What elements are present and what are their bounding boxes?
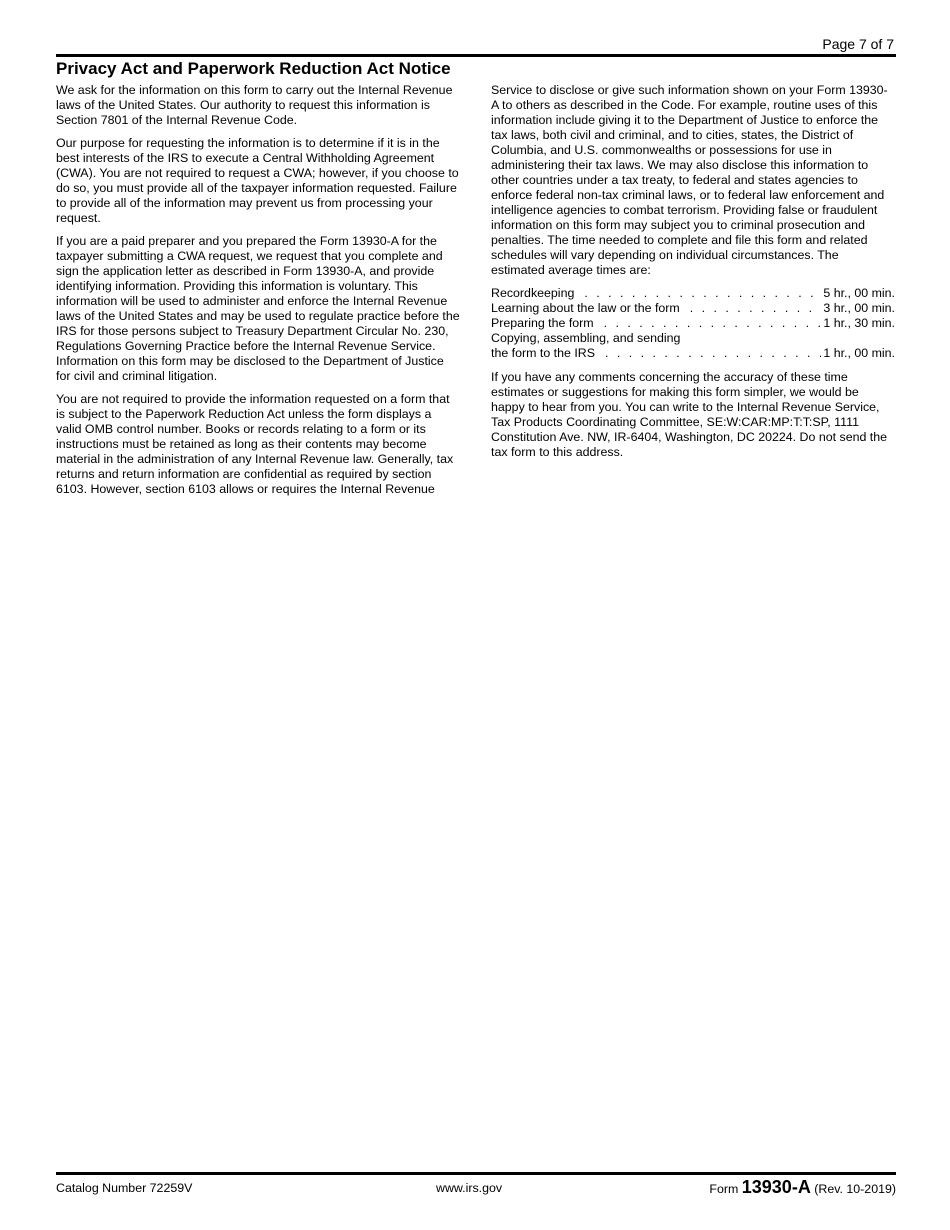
paragraph-paperwork-reduction: You are not required to provide the information requested on a form that is subject to the Paperwork Reduction Act unless the form displays a valid OMB control number. Books or records relating to a form or its instructions must be retained as long as their contents may become material in the administration of any Internal Revenue law. Generally, tax returns and return information are confidential as required by section 6103. However, section 6103 allows or requires the Internal Revenue xyxy=(56,392,454,496)
paragraph-paid-preparer: If you are a paid preparer and you prepared the Form 13930-A for the taxpayer submitting a CWA request, we request that you complete and sign the application letter as described in Form 13930-A, and provide identifying information. Providing this information is voluntary. This information will be used to administer and enforce the Internal Revenue laws of the United States and may be used to regulate practice before the IRS for those persons subject to Treasury Department Circular No. 230, Regulations Governing Practice before the Internal Revenue Service. Information on this form may be disclosed to the Department of Justice for civil and criminal litigation. xyxy=(56,234,460,383)
time-label-line-1: Copying, assembling, and sending xyxy=(491,331,681,345)
time-row-copying-line-2 xyxy=(491,346,895,361)
dot-leader xyxy=(595,346,821,361)
section-title: Privacy Act and Paperwork Reduction Act Notice xyxy=(56,59,451,78)
time-row-learning xyxy=(491,301,895,316)
time-row-preparing xyxy=(491,316,895,331)
form-number: 13930-A xyxy=(741,1177,811,1197)
footer-divider xyxy=(56,1172,896,1175)
estimated-times-list xyxy=(491,286,895,361)
catalog-number: Catalog Number 72259V xyxy=(56,1181,193,1195)
paragraph-purpose: Our purpose for requesting the information is to determine if it is in the best interests of the IRS to execute a Central Withholding Agreement (CWA). You are not required to request a CWA; however, if you choose to do so, you must provide all of the taxpayer information requested. Failure to provide all of the information may prevent us from processing your request. xyxy=(56,136,459,225)
form-word: Form xyxy=(709,1182,739,1196)
time-row-copying xyxy=(491,331,895,361)
website-link[interactable]: www.irs.gov xyxy=(436,1181,503,1195)
paragraph-authority: We ask for the information on this form to carry out the Internal Revenue laws of the United States. Our authority to request this information is Section 7801 of the Internal Revenue Code. xyxy=(56,83,453,127)
form-identifier xyxy=(709,1177,896,1198)
time-value: 1 hr., 30 min. xyxy=(823,316,895,330)
right-column xyxy=(491,83,895,468)
dot-leader xyxy=(594,316,822,331)
left-column xyxy=(56,83,460,505)
dot-leader xyxy=(680,301,822,316)
page-number: Page 7 of 7 xyxy=(822,36,894,52)
time-row-recordkeeping xyxy=(491,286,895,301)
form-revision: (Rev. 10-2019) xyxy=(814,1182,896,1196)
dot-leader xyxy=(574,286,821,301)
paragraph-disclosure: Service to disclose or give such information shown on your Form 13930-A to others as described in the Code. For example, routine uses of this information include giving it to the Department of Justice to enforce the tax laws, both civil and criminal, and to cities, states, the District of Columbia, and U.S. commonwealths or possessions for use in administering their tax laws. We may also disclose this information to other countries under a tax treaty, to federal and states agencies to enforce federal non-tax criminal laws, or to federal law enforcement and intelligence agencies to combat terrorism. Providing false or fraudulent information on this form may subject you to criminal prosecution and penalties. The time needed to complete and file this form and related schedules will vary depending on individual circumstances. The estimated average times are: xyxy=(491,83,888,277)
top-divider xyxy=(56,54,896,57)
time-label: Learning about the law or the form xyxy=(491,301,680,315)
time-label-line-2: the form to the IRS xyxy=(491,346,595,360)
time-label: Preparing the form xyxy=(491,316,594,330)
page-footer xyxy=(56,1177,896,1199)
time-value: 3 hr., 00 min. xyxy=(823,301,895,315)
time-label: Recordkeeping xyxy=(491,286,575,300)
paragraph-comments: If you have any comments concerning the accuracy of these time estimates or suggestions for making this form simpler, we would be happy to hear from you. You can write to the Internal Revenue Service, Tax Products Coordinating Committee, SE:W:CAR:MP:T:T:SP, 1111 Constitution Ave. NW, IR-6404, Washington, DC 20224. Do not send the tax form to this address. xyxy=(491,370,888,459)
time-value: 5 hr., 00 min. xyxy=(823,286,895,300)
time-value: 1 hr., 00 min. xyxy=(823,346,895,360)
